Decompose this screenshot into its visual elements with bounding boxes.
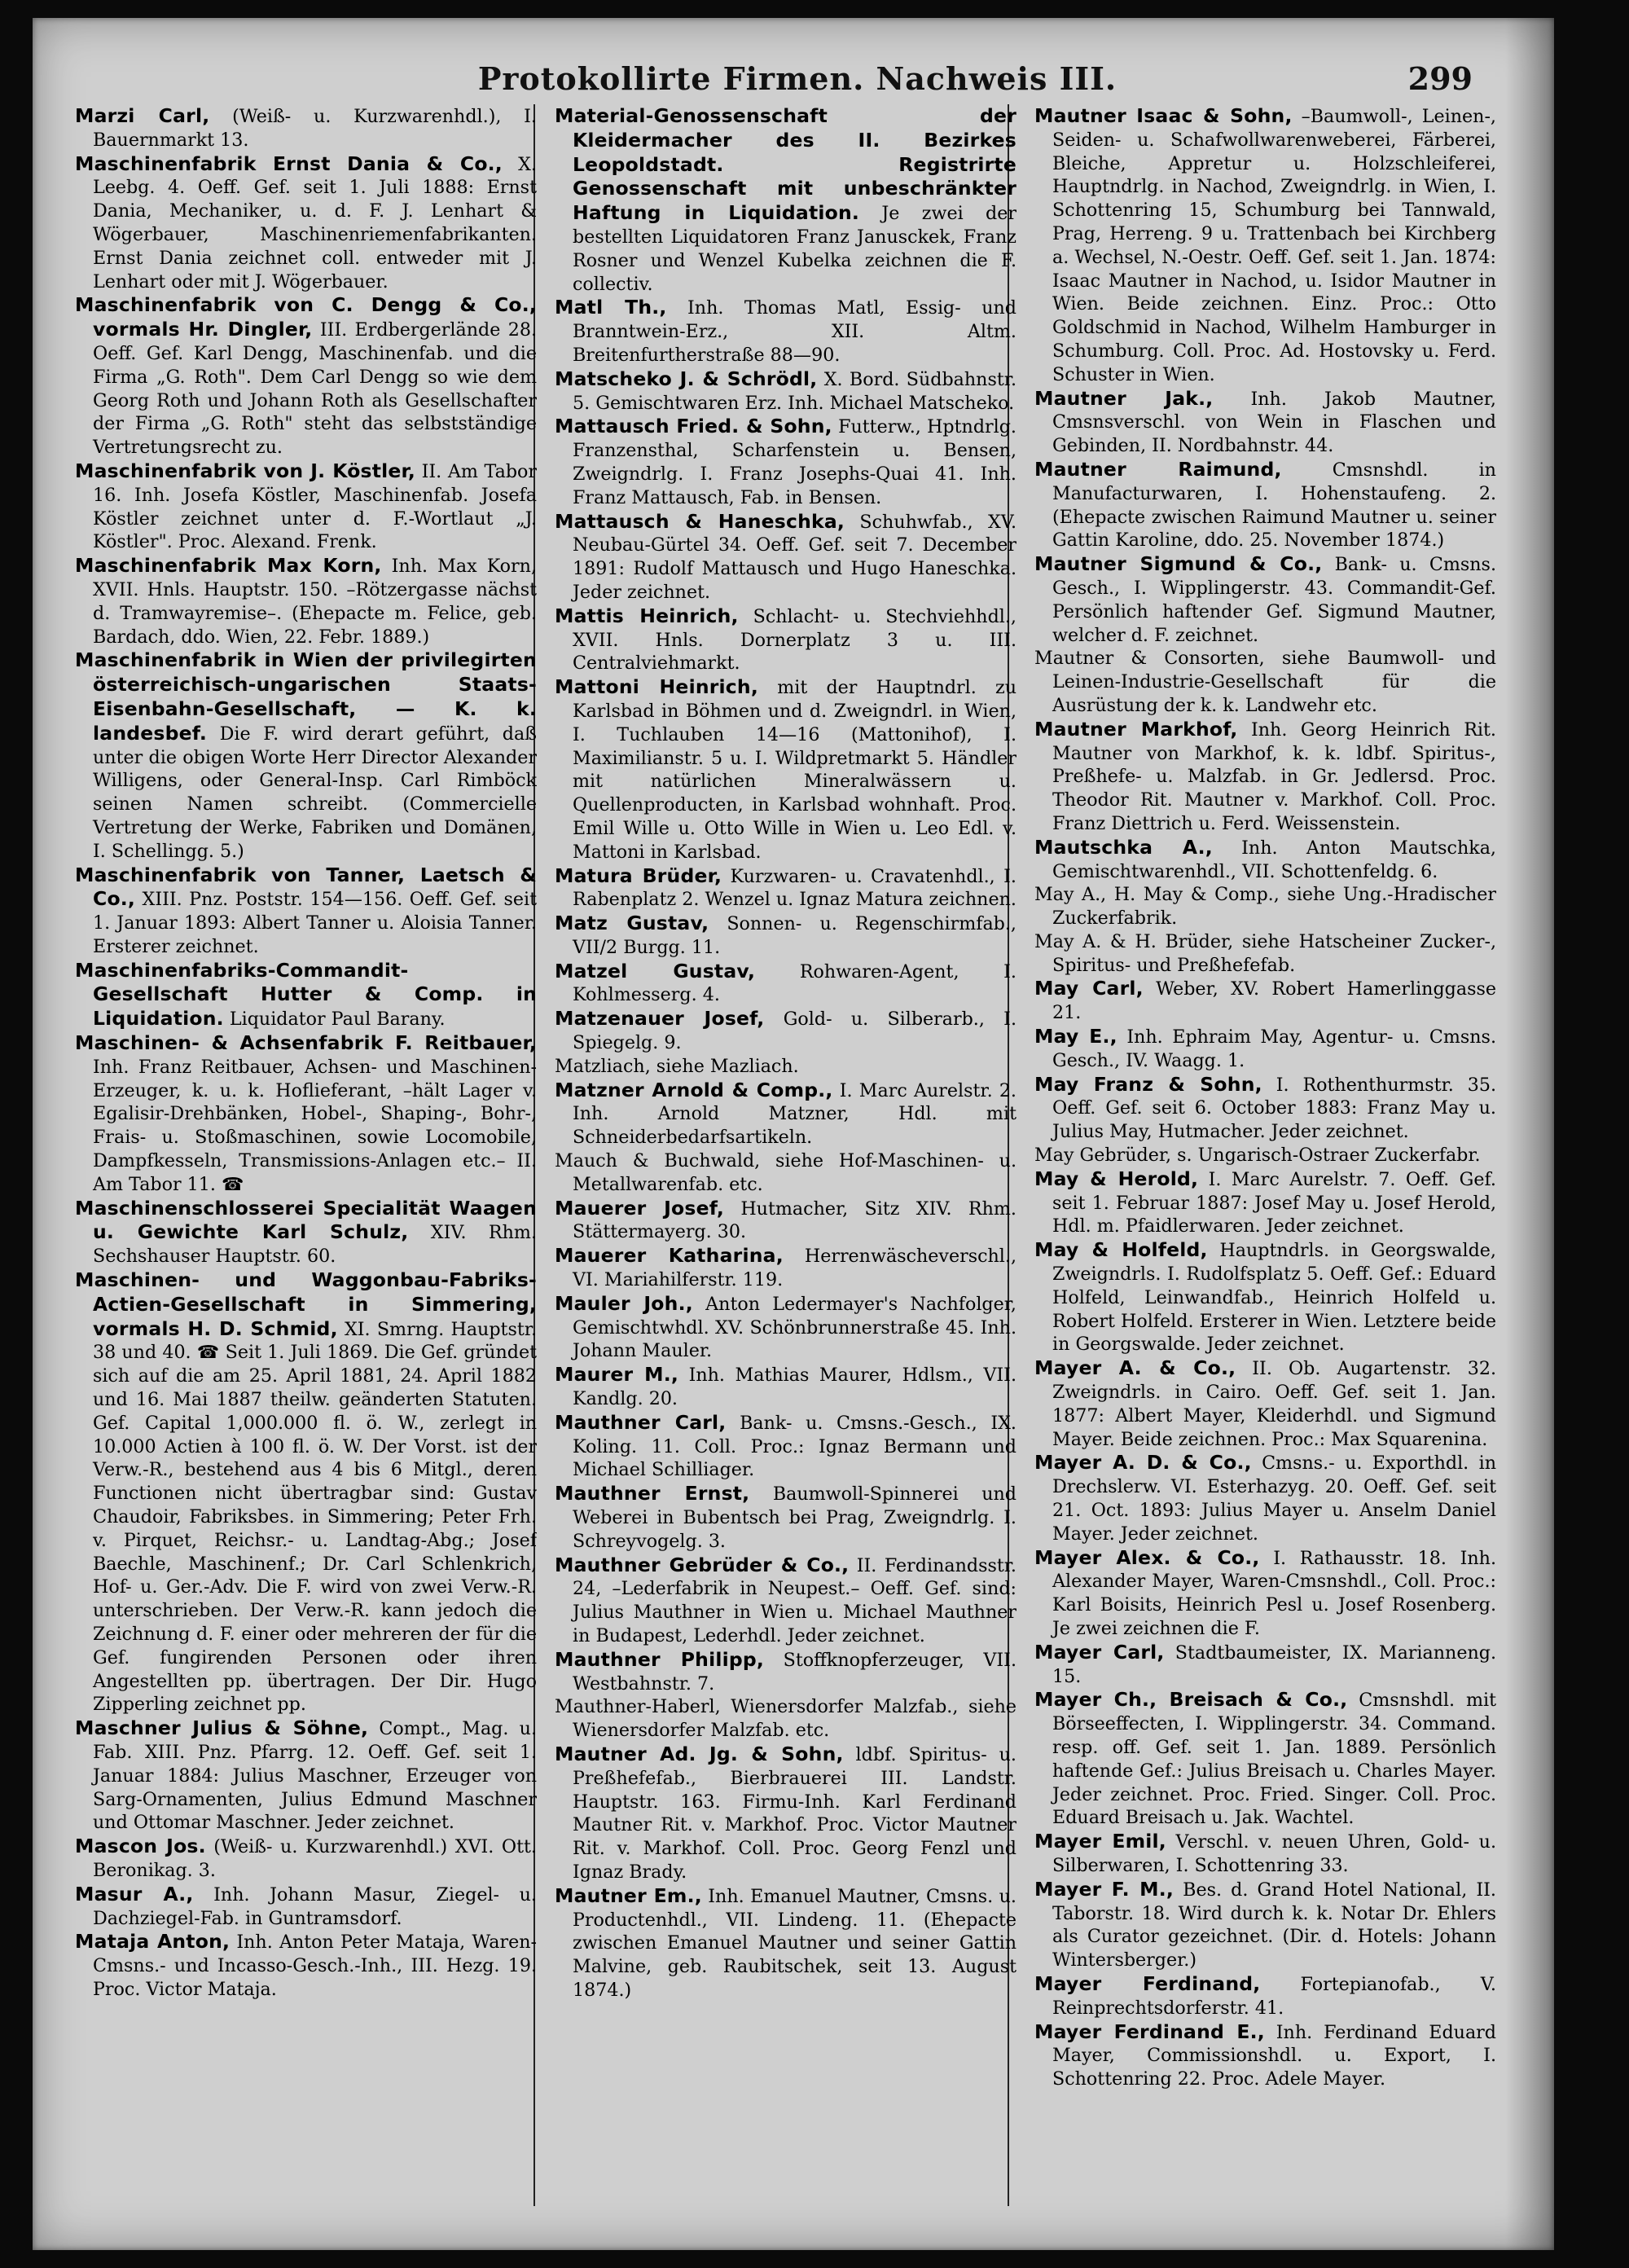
directory-entry — [1034, 718, 1496, 836]
directory-entry — [1034, 1830, 1496, 1878]
firm-name: Mauthner Philipp, — [555, 1647, 765, 1671]
firm-name: Mauler Joh., — [555, 1291, 693, 1315]
firm-details: Weber, XV. Robert Hamerlinggasse 21. — [1052, 978, 1496, 1024]
firm-name: Mayer Ferdinand, — [1034, 1971, 1261, 1995]
firm-details: Sonnen- u. Regenschirmfab., VII/2 Burgg. 11. — [573, 913, 1016, 958]
directory-entry — [75, 648, 537, 863]
firm-name: Mattausch Fried. & Sohn, — [555, 415, 832, 438]
directory-entry — [1034, 1688, 1496, 1830]
firm-details: I. Marc Aurelstr. 2. Inh. Arnold Matzner, Hdl. mit Schneiderbedarfsartikeln. — [573, 1079, 1016, 1149]
directory-entry — [555, 1244, 1016, 1292]
firm-details: Gold- u. Silberarb., I. Spiegelg. 9. — [573, 1009, 1016, 1054]
directory-entry — [555, 675, 1016, 864]
firm-name: Mayer Emil, — [1034, 1830, 1166, 1853]
firm-name: May & Herold, — [1034, 1167, 1199, 1190]
directory-entry — [1034, 104, 1496, 387]
directory-entry — [1034, 930, 1496, 978]
firm-name: Matzenauer Josef, — [555, 1007, 765, 1031]
firm-name: Mayer Alex. & Co., — [1034, 1545, 1260, 1569]
firm-name: Mautner Markhof, — [1034, 717, 1238, 741]
directory-entry — [1034, 1356, 1496, 1451]
firm-details: Mauch & Buchwald, siehe Hof-Maschinen- u. Metallwarenfab. etc. — [555, 1150, 1016, 1195]
firm-details: Kurzwaren- u. Cravatenhdl., I. Rabenplatz 2. Wenzel u. Ignaz Matura zeichnen. — [573, 865, 1016, 911]
firm-name: May & Holfeld, — [1034, 1238, 1208, 1262]
directory-entry — [1034, 836, 1496, 884]
column-3 — [1034, 104, 1496, 2214]
directory-entry — [555, 1079, 1016, 1149]
firm-details: May Gebrüder, s. Ungarisch-Ostraer Zuckerfabr. — [1034, 1145, 1481, 1167]
directory-entry — [555, 296, 1016, 367]
directory-entry — [555, 415, 1016, 509]
firm-name: Maurer M., — [555, 1363, 679, 1387]
directory-entry — [555, 604, 1016, 675]
firm-details: Mauthner-Haberl, Wienersdorfer Malzfab., siehe Wienersdorfer Malzfab. etc. — [555, 1696, 1016, 1742]
directory-entry — [555, 1554, 1016, 1648]
firm-name: Matzner Arnold & Comp., — [555, 1078, 833, 1101]
directory-entry — [1034, 1167, 1496, 1238]
directory-entry — [1034, 1025, 1496, 1073]
firm-name: May Carl, — [1034, 977, 1144, 1000]
directory-entry — [75, 864, 537, 959]
firm-name: Mauthner Carl, — [555, 1410, 727, 1434]
firm-details: Inh. Georg Heinrich Rit. Mautner von Markhof, k. k. ldbf. Spiritus-, Preßhefe- u. Malzfab. in Gr. Jedlersd. Proc. Theodor Rit. Mautner v. Markhof. Coll. Proc. Franz Diettrich u. Ferd. Weissenstein. — [1052, 719, 1496, 834]
firm-name: Mautner Ad. Jg. & Sohn, — [555, 1742, 844, 1765]
firm-details: Baumwoll-Spinnerei und Weberei in Bubentsch bei Prag, Zweigndrlg. I. Schreyvogelg. 3. — [573, 1483, 1016, 1552]
firm-name: Mattausch & Haneschka, — [555, 509, 845, 533]
firm-name: Mautner Em., — [555, 1883, 702, 1907]
directory-entry — [75, 104, 537, 152]
directory-entry — [555, 864, 1016, 912]
directory-entry — [555, 1007, 1016, 1055]
firm-details: Compt., Mag. u. Fab. XIII. Pnz. Pfarrg. 12. Oeff. Gef. seit 1. Januar 1884: Julius Maschner, Erzeuger von Sarg-Ornamenten, Julius Edmund Maschner und Ottomar Maschner. Jeder zeichnet. — [93, 1718, 537, 1834]
directory-entry — [75, 459, 537, 554]
firm-name: Maschinenfabrik Max Korn, — [75, 554, 382, 578]
firm-details: Herrenwäscheverschl., VI. Mariahilferstr. 119. — [573, 1246, 1016, 1291]
firm-details: Bank- u. Cmsns. Gesch., I. Wipplingerstr. 43. Commandit-Gef. Persönlich haftender Gef. Sigmund Mautner, welcher d. F. zeichnet. — [1052, 554, 1496, 646]
directory-entry — [75, 1930, 537, 2001]
directory-entry — [1034, 1972, 1496, 2020]
firm-name: Marzi Carl, — [75, 104, 210, 127]
directory-entry — [555, 960, 1016, 1008]
firm-name: May E., — [1034, 1025, 1117, 1048]
firm-details: Inh. Jakob Mautner, Cmsnsverschl. von Wein in Flaschen und Gebinden, II. Nordbahnstr. 44. — [1052, 388, 1496, 457]
firm-details: May A. & H. Brüder, siehe Hatscheiner Zucker-, Spiritus- und Preßhefefab. — [1034, 930, 1496, 976]
firm-name: Mautschka A., — [1034, 835, 1213, 859]
firm-name: Mayer A. D. & Co., — [1034, 1451, 1252, 1475]
firm-name: Mauthner Gebrüder & Co., — [555, 1553, 850, 1576]
directory-entry — [555, 1411, 1016, 1482]
firm-details: Inh. Thomas Matl, Essig- und Branntwein-Erz., XII. Altm. Breitenfurtherstraße 88—90. — [573, 297, 1016, 366]
firm-details: Futterw., Hptndrlg. Franzensthal, Scharfenstein u. Bensen, Zweigndrlg. I. Franz Josephs-Quai 41. Inh. Franz Mattausch, Fab. in Bensen. — [573, 416, 1016, 508]
directory-entry — [555, 1363, 1016, 1411]
directory-entry — [75, 1716, 537, 1835]
firm-details: –Baumwoll-, Leinen-, Seiden- u. Schafwollwarenweberei, Färberei, Bleiche, Appretur u. Holzschleiferei, Hauptndrlg. in Nachod, Zweigndrlg. in Wien, I. Schottenring 15, Schumburg bei Tannwald, Prag, Herreng. 9 u. Trattenbach bei Kirchberg a. Wechsel, N.-Oestr. Oeff. Gef. seit 1. Jan. 1874: Isaac Mautner in Nachod, u. Isidor Mautner in Wien. Beide zeichnen. Einz. Proc.: Otto Goldschmid in Nachod, Wilhelm Hamburger in Schumburg. Coll. Proc. Ad. Hostovsky u. Ferd. Schuster in Wien. — [1052, 106, 1496, 385]
firm-details: X. Bord. Südbahnstr. 5. Gemischtwaren Erz. Inh. Michael Matscheko. — [573, 368, 1016, 414]
firm-details: XI. Smrng. Hauptstr. 38 und 40. ☎ Seit 1. Juli 1869. Die Gef. gründet sich auf die am 25. April 1881, 24. April 1882 und 16. Mai 1887 theilw. geänderten Statuten. Gef. Capital 1,000.000 fl. ö. W., zerlegt in 10.000 Actien à 100 fl. ö. W. Der Vorst. ist der Verw.-R., bestehend aus 4 bis 6 Mitgl., deren Functionen nicht übertragbar sind: Gustav Chaudoir, Fabriksbes. in Simmering; Peter Frh. v. Pirquet, Reichsr.- u. Landtag-Abg.; Josef Baechle, Maschinenf.; Dr. Carl Schlenkrich, Hof- u. Ger.-Adv. Die F. wird von zwei Verw.-R. unterschrieben. Der Verw.-R. kann jedoch die Zeichnung d. F. einer oder mehreren der für die Gef. fungirenden Personen oder ihren Angestellten pp. übertragen. Der Dir. Hugo Zipperling zeichnet pp. — [93, 1318, 537, 1716]
firm-name: Mauerer Josef, — [555, 1196, 724, 1220]
firm-details: May A., H. May & Comp., siehe Ung.-Hradischer Zuckerfabrik. — [1034, 884, 1496, 930]
directory-entry — [1034, 647, 1496, 717]
directory-entry — [1034, 387, 1496, 458]
firm-name: Mataja Anton, — [75, 1930, 231, 1954]
directory-entry — [555, 912, 1016, 960]
firm-details: Mautner & Consorten, siehe Baumwoll- und Leinen-Industrie-Gesellschaft für die Ausrüstung der k. k. Landwehr etc. — [1034, 648, 1496, 716]
firm-name: Masur A., — [75, 1882, 194, 1905]
firm-name: Maschinenfabriks-Commandit-Gesellschaft Hutter & Comp. in Liquidation. — [75, 958, 537, 1031]
directory-entry — [75, 1031, 537, 1197]
firm-name: Material-Genossenschaft der Kleidermacher des II. Bezirkes Leopoldstadt. Registrirte Genossenschaft mit unbeschränkter Haftung in Liquidation. — [555, 104, 1016, 225]
firm-name: Matz Gustav, — [555, 912, 709, 935]
column-1 — [75, 104, 537, 2214]
firm-name: Mayer Ferdinand E., — [1034, 2020, 1265, 2043]
firm-name: Mauthner Ernst, — [555, 1482, 750, 1505]
firm-name: Maschinen- und Waggonbau-Fabriks-Actien-Gesellschaft in Simmering, vormals H. D. Schmid, — [75, 1268, 537, 1340]
firm-details: Die F. wird derart geführt, daß unter die obigen Worte Herr Director Alexander Willigens, oder General-Insp. Carl Rimböck seinen Namen schreibt. (Commercielle Vertretung der Werke, Fabriken und Domänen, I. Schellingg. 5.) — [93, 723, 537, 862]
firm-name: Maschinenfabrik Ernst Dania & Co., — [75, 152, 503, 175]
firm-name: Maschinen- & Achsenfabrik F. Reitbauer, — [75, 1031, 537, 1055]
firm-details: Inh. Emanuel Mautner, Cmsns. u. Productenhdl., VII. Lindeng. 11. (Ehepacte zwischen Emanuel Mautner und seiner Gattin Malvine, geb. Raubitschek, seit 13. August 1874.) — [573, 1885, 1016, 2001]
firm-name: Mayer Ch., Breisach & Co., — [1034, 1688, 1348, 1712]
firm-details: Inh. Anton Peter Mataja, Waren-Cmsns.- und Incasso-Gesch.-Inh., III. Hezg. 19. Proc. Victor Mataja. — [93, 1932, 537, 2000]
firm-details: Schuhwfab., XV. Neubau-Gürtel 34. Oeff. Gef. seit 7. December 1891: Rudolf Mattausch und Hugo Haneschka. Jeder zeichnet. — [573, 511, 1016, 603]
firm-details: Verschl. v. neuen Uhren, Gold- u. Silberwaren, I. Schottenring 33. — [1052, 1831, 1496, 1876]
directory-entry — [555, 1482, 1016, 1553]
firm-details: Schlacht- u. Stechviehhdl., XVII. Hnls. Dornerplatz 3 u. III. Centralviehmarkt. — [573, 605, 1016, 675]
firm-details: II. Ob. Augartenstr. 32. Zweigndrls. in Cairo. Oeff. Gef. seit 1. Jan. 1877: Albert Mayer, Kleiderhdl. und Sigmund Mayer. Beide zeichnen. Proc.: Max Squarenina. — [1052, 1358, 1496, 1450]
directory-entry — [75, 1197, 537, 1268]
firm-details: X. Leebg. 4. Oeff. Gef. seit 1. Juli 1888: Ernst Dania, Mechaniker, u. d. F. J. Lenhart & Wögerbauer, Maschinenriemenfabrikanten. Ernst Dania zeichnet coll. entweder mit J. Lenhart oder mit J. Wögerbauer. — [93, 153, 537, 292]
firm-details: Stadtbaumeister, IX. Marianneng. 15. — [1052, 1642, 1496, 1687]
directory-entry — [1034, 552, 1496, 647]
firm-name: Mautner Sigmund & Co., — [1034, 552, 1323, 576]
firm-name: Mayer A. & Co., — [1034, 1356, 1236, 1380]
directory-entry — [1034, 977, 1496, 1025]
firm-name: Mascon Jos. — [75, 1835, 206, 1858]
directory-entry — [555, 1884, 1016, 2002]
directory-entry — [1034, 1144, 1496, 1167]
firm-details: Inh. Max Korn, XVII. Hnls. Hauptstr. 150. –Rötzergasse nächst d. Tramwayremise–. (Ehepacte m. Felice, geb. Bardach, ddo. Wien, 22. Febr. 1889.) — [93, 556, 537, 648]
firm-details: Inh. Anton Mautschka, Gemischtwarenhdl., VII. Schottenfeldg. 6. — [1052, 837, 1496, 882]
firm-name: Mautner Isaac & Sohn, — [1034, 104, 1293, 127]
directory-entry — [1034, 1878, 1496, 1972]
directory-entry — [75, 152, 537, 294]
firm-details: Cmsns.- u. Exporthdl. in Drechslerw. VI. Esterhazyg. 20. Oeff. Gef. seit 21. Oct. 1893: Julius Mayer u. Anselm Daniel Mayer. Jeder zeichnet. — [1052, 1453, 1496, 1545]
directory-entry — [555, 1055, 1016, 1079]
directory-entry — [1034, 1451, 1496, 1545]
page-number: 299 — [1407, 60, 1473, 97]
firm-name: Mayer Carl, — [1034, 1640, 1165, 1664]
directory-entry — [555, 1149, 1016, 1197]
firm-details: II. Ferdinandsstr. 24, –Lederfabrik in Neupest.– Oeff. Gef. sind: Julius Mauthner in Wien u. Michael Mauthner in Budapest, Lederhdl. Jeder zeichnet. — [573, 1554, 1016, 1646]
directory-entry — [75, 293, 537, 459]
firm-details: XIII. Pnz. Poststr. 154—156. Oeff. Gef. seit 1. Januar 1893: Albert Tanner u. Aloisia Tanner. Ersterer zeichnet. — [93, 889, 537, 957]
firm-details: Cmsnshdl. in Manufacturwaren, I. Hohenstaufeng. 2. (Ehepacte zwischen Raimund Mautner u. seiner Gattin Karoline, ddo. 25. November 1874.) — [1052, 459, 1496, 552]
firm-name: Matscheko J. & Schrödl, — [555, 367, 818, 390]
firm-details: III. Erdbergerlände 28. Oeff. Gef. Karl Dengg, Maschinenfab. und die Firma „G. Roth". Dem Carl Dengg so wie dem Georg Roth und Johann Roth als Gesellschafter der Firma „G. Roth" steht das selbstständige Vertretungsrecht zu. — [93, 319, 537, 459]
firm-details: I. Rothenthurmstr. 35. Oeff. Gef. seit 6. October 1883: Franz May u. Julius May, Hutmacher. Jeder zeichnet. — [1052, 1074, 1496, 1143]
firm-name: Matzel Gustav, — [555, 959, 756, 982]
firm-name: Maschinenfabrik in Wien der privilegirten österreichisch-ungarischen Staats-Eisenbahn-Gesellschaft, — K. k. landesbef. — [75, 648, 537, 745]
directory-entry — [1034, 883, 1496, 930]
page-shadow — [1505, 18, 1554, 2250]
firm-name: Mautner Raimund, — [1034, 457, 1282, 481]
firm-details: Bank- u. Cmsns.-Gesch., IX. Koling. 11. Coll. Proc.: Ignaz Bermann und Michael Schilliager. — [573, 1412, 1016, 1481]
directory-entry — [555, 510, 1016, 604]
firm-details: XIV. Rhm. Sechshauser Hauptstr. 60. — [93, 1222, 537, 1268]
directory-entry — [75, 1883, 537, 1931]
firm-name: Maschner Julius & Söhne, — [75, 1716, 369, 1740]
directory-entry — [555, 1292, 1016, 1363]
directory-entry — [555, 1648, 1016, 1696]
firm-details: (Weiß- u. Kurzwarenhdl.), I. Bauernmarkt 13. — [93, 106, 537, 151]
firm-details: II. Am Tabor 16. Inh. Josefa Köstler, Maschinenfab. Josefa Köstler zeichnet unter d. F.-Wortlaut „J. Köstler". Proc. Alexand. Frenk. — [93, 460, 537, 553]
firm-name: Mattis Heinrich, — [555, 604, 739, 627]
firm-name: Maschinenschlosserei Specialität Waagen u. Gewichte Karl Schulz, — [75, 1196, 537, 1244]
firm-name: Maschinenfabrik von J. Köstler, — [75, 459, 416, 482]
firm-details: Liquidator Paul Barany. — [229, 1009, 446, 1031]
page-header — [73, 60, 1521, 109]
directory-entry — [1034, 2020, 1496, 2091]
firm-name: Mayer F. M., — [1034, 1877, 1175, 1901]
directory-entry — [1034, 1546, 1496, 1641]
firm-details: Inh. Ferdinand Eduard Mayer, Commissionshdl. u. Export, I. Schottenring 22. Proc. Adele Mayer. — [1052, 2021, 1496, 2090]
firm-details: I. Marc Aurelstr. 7. Oeff. Gef. seit 1. Februar 1887: Josef May u. Josef Herold, Hdl. m. Pfaidlerwaren. Jeder zeichnet. — [1052, 1168, 1496, 1237]
firm-details: Stoffknopferzeuger, VII. Westbahnstr. 7. — [573, 1649, 1016, 1694]
firm-details: Anton Ledermayer's Nachfolger, Gemischtwhdl. XV. Schönbrunnerstraße 45. Inh. Johann Mauler. — [573, 1293, 1016, 1362]
firm-details: I. Rathausstr. 18. Inh. Alexander Mayer, Waren-Cmsnshdl., Coll. Proc.: Karl Boisits, Heinrich Pesl u. Josef Rosenberg. Je zwei zeichnen die F. — [1052, 1547, 1496, 1639]
firm-details: Bes. d. Grand Hotel National, II. Taborstr. 18. Wird durch k. k. Notar Dr. Ehlers als Curator gezeichnet. (Dir. d. Hotels: Johann Wintersberger.) — [1052, 1879, 1496, 1971]
firm-name: Maschinenfabrik von C. Dengg & Co., vormals Hr. Dingler, — [75, 293, 537, 341]
firm-details: Inh. Johann Masur, Ziegel- u. Dachziegel-Fab. in Guntramsdorf. — [93, 1883, 537, 1929]
directory-entry — [75, 959, 537, 1031]
firm-name: Maschinenfabrik von Tanner, Laetsch & Co., — [75, 863, 537, 911]
directory-entry — [1034, 458, 1496, 552]
directory-entry — [1034, 1073, 1496, 1144]
firm-details: (Weiß- u. Kurzwarenhdl.) XVI. Ott. Beronikag. 3. — [93, 1836, 537, 1881]
firm-details: Hutmacher, Sitz XIV. Rhm. Stättermayerg. 30. — [573, 1198, 1016, 1243]
directory-entry — [555, 104, 1016, 296]
firm-details: Inh. Mathias Maurer, Hdlsm., VII. Kandlg. 20. — [573, 1365, 1016, 1410]
directory-entry — [555, 1743, 1016, 1884]
directory-entry — [1034, 1238, 1496, 1356]
directory-entry — [75, 554, 537, 648]
firm-details: Hauptndrls. in Georgswalde, Zweigndrls. I. Rudolfsplatz 5. Oeff. Gef.: Eduard Holfeld, Leinwandfab., Heinrich Holfeld u. Robert Holfeld. Ersterer in Wien. Letztere beide in Georgswalde. Jeder zeichnet. — [1052, 1240, 1496, 1356]
directory-entry — [75, 1268, 537, 1716]
firm-details: Je zwei der bestellten Liquidatoren Franz Janusckek, Franz Rosner und Wenzel Kubelka zeichnen die F. collectiv. — [573, 203, 1016, 295]
directory-entry — [555, 1197, 1016, 1245]
directory-entry — [555, 367, 1016, 415]
firm-name: Matura Brüder, — [555, 864, 722, 887]
directory-entry — [1034, 1641, 1496, 1689]
directory-entry — [75, 1835, 537, 1883]
firm-name: Mauerer Katharina, — [555, 1244, 784, 1268]
directory-entry — [555, 1695, 1016, 1743]
firm-details: Inh. Franz Reitbauer, Achsen- und Maschinen-Erzeuger, k. u. k. Hoflieferant, –hält Lager v. Egalisir-Drehbänken, Hobel-, Shaping-, Bohr-, Frais- u. Stoßmaschinen, sowie Locomobile, Dampfkesseln, Transmissions-Anlagen etc.– II. Am Tabor 11. ☎ — [93, 1056, 537, 1195]
firm-name: Mautner Jak., — [1034, 386, 1214, 410]
column-2 — [555, 104, 1016, 2214]
directory-columns — [75, 104, 1496, 2214]
page-title: Protokollirte Firmen. Nachweis III. — [477, 60, 1117, 97]
firm-details: Cmsnshdl. mit Börseeffecten, I. Wipplingerstr. 34. Command. resp. off. Gef. seit 1. Jan. 1889. Persönlich haftende Gef.: Julius Breisach u. Charles Mayer. Jeder zeichnet. Proc. Fried. Singer. Coll. Proc. Eduard Breisach u. Jak. Wachtel. — [1052, 1690, 1496, 1829]
firm-details: ldbf. Spiritus- u. Preßhefefab., Bierbrauerei III. Landstr. Hauptstr. 163. Firmu-Inh. Karl Ferdinand Mautner Rit. v. Markhof. Proc. Victor Mautner Rit. v. Markhof. Coll. Proc. Georg Fenzl und Ignaz Brady. — [573, 1743, 1016, 1883]
firm-name: May Franz & Sohn, — [1034, 1072, 1262, 1096]
firm-details: Fortepianofab., V. Reinprechtsdorferstr. 41. — [1052, 1973, 1496, 2019]
firm-name: Matl Th., — [555, 296, 667, 319]
firm-details: Rohwaren-Agent, I. Kohlmesserg. 4. — [573, 960, 1016, 1006]
firm-details: Inh. Ephraim May, Agentur- u. Cmsns. Gesch., IV. Waagg. 1. — [1052, 1026, 1496, 1071]
firm-details: mit der Hauptndrl. zu Karlsbad in Böhmen und d. Zweigndrl. in Wien, I. Tuchlauben 14—16 (Mattonihof), I. Maximilianstr. 5 u. I. Wildpretmarkt 5. Händler mit natürlichen Mineralwässern u. Quellenproducten, in Karlsbad wohnhaft. Proc. Emil Wille u. Otto Wille in Wien u. Leo Edl. v. Mattoni in Karlsbad. — [573, 677, 1016, 863]
firm-details: Matzliach, siehe Mazliach. — [555, 1055, 799, 1077]
firm-name: Mattoni Heinrich, — [555, 675, 758, 699]
